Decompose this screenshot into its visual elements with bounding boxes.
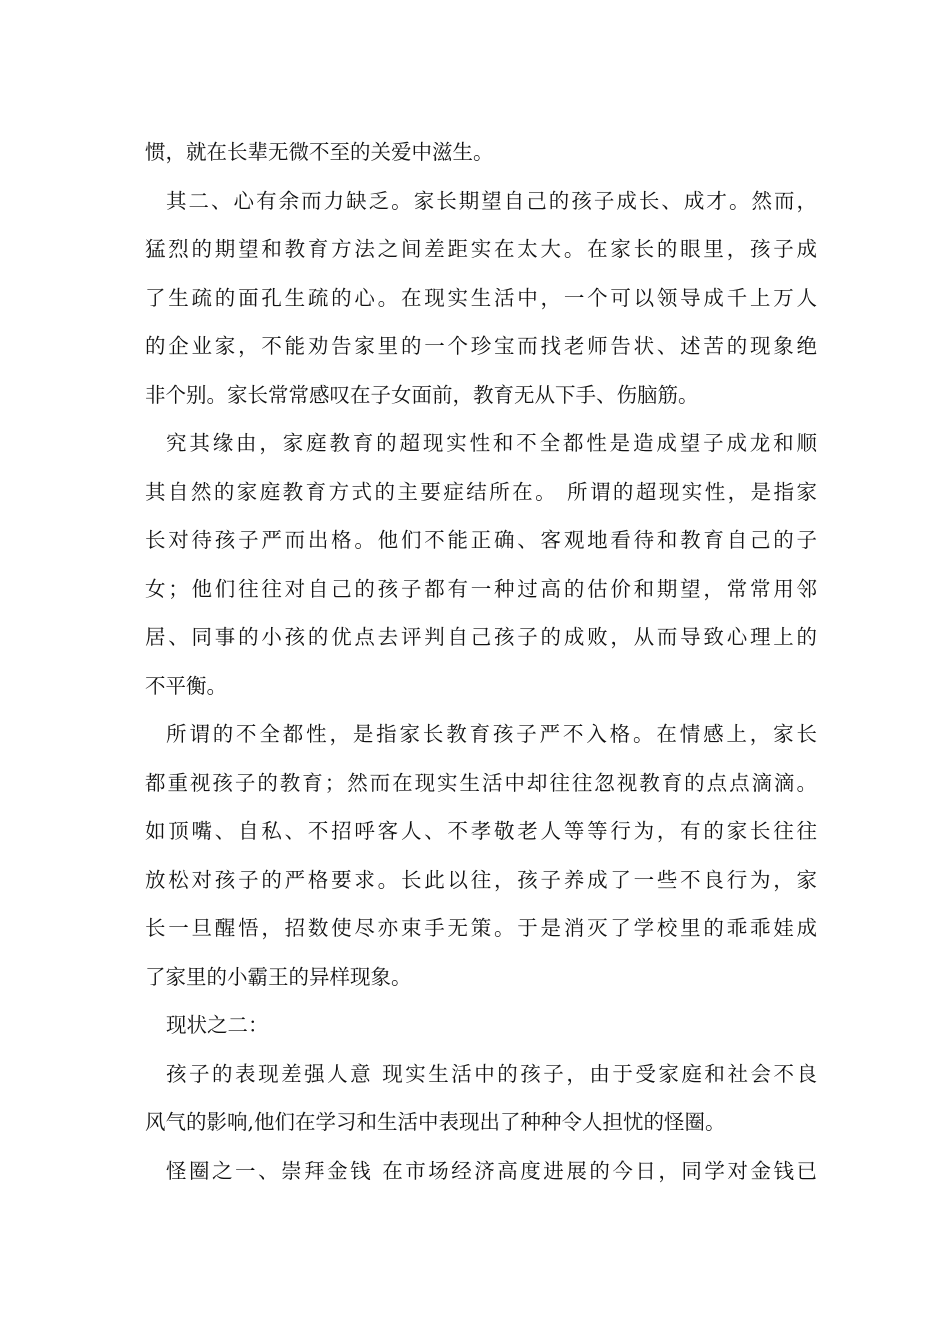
- text-line: 其自然的家庭教育方式的主要症结所在。 所谓的超现实性，是指家: [145, 479, 817, 504]
- text-line: 所谓的不全都性，是指家长教育孩子严不入格。在情感上，家长: [166, 722, 817, 746]
- text-line: 长对待孩子严而出格。他们不能正确、客观地看待和教育自己的子: [145, 528, 817, 552]
- text-line: 非个别。家长常常感叹在子女面前，教育无从下手、伤脑筋。: [145, 382, 699, 407]
- text-line: 不平衡。: [145, 673, 227, 698]
- text-line: 女；他们往往对自己的孩子都有一种过高的估价和期望，常常用邻: [145, 576, 817, 601]
- text-line: 了生疏的面孔生疏的心。在现实生活中，一个可以领导成千上万人: [145, 285, 817, 310]
- text-line: 放松对孩子的严格要求。长此以往，孩子养成了一些不良行为，家: [145, 867, 817, 892]
- text-line: 风气的影响,他们在学习和生活中表现出了种种令人担忧的怪圈。: [145, 1110, 726, 1134]
- text-line: 现状之二：: [166, 1013, 269, 1037]
- text-line: 孩子的表现差强人意 现实生活中的孩子，由于受家庭和社会不良: [166, 1061, 817, 1086]
- text-line: 惯，就在长辈无微不至的关爱中滋生。: [145, 140, 494, 164]
- text-line: 都重视孩子的教育；然而在现实生活中却往往忽视教育的点点滴滴。: [145, 770, 817, 795]
- text-line: 居、同事的小孩的优点去评判自己孩子的成败，从而导致心理上的: [145, 625, 817, 649]
- document-body: [145, 128, 817, 1195]
- text-line: 其二、心有余而力缺乏。家长期望自己的孩子成长、成才。然而，: [166, 188, 817, 213]
- text-line: 怪圈之一、崇拜金钱 在市场经济高度进展的今日，同学对金钱已: [166, 1158, 817, 1183]
- text-line: 如顶嘴、自私、不招呼客人、不孝敬老人等等行为，有的家长往往: [145, 819, 817, 843]
- text-line: 的企业家，不能劝告家里的一个珍宝而找老师告状、述苦的现象绝: [145, 334, 817, 358]
- text-line: 了家里的小霸王的异样现象。: [145, 964, 412, 989]
- text-line: 猛烈的期望和教育方法之间差距实在太大。在家长的眼里，孩子成: [145, 237, 817, 261]
- text-line: 长一旦醒悟，招数使尽亦束手无策。于是消灭了学校里的乖乖娃成: [145, 916, 817, 940]
- text-line: 究其缘由，家庭教育的超现实性和不全都性是造成望子成龙和顺: [166, 431, 817, 455]
